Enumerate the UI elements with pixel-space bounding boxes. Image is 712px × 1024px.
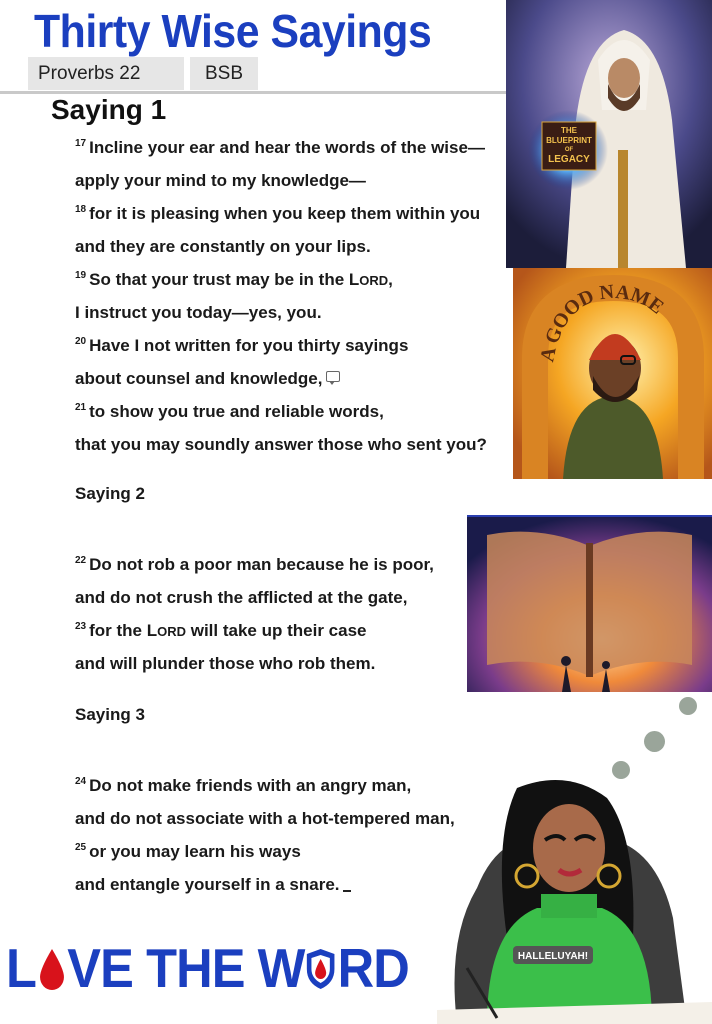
verse-line: $^{23}$ for the LORD will take up their case — [75, 621, 367, 640]
verse-number: 22 — [75, 555, 87, 567]
verse-number: 20 — [75, 336, 87, 348]
verse-number: 18 — [75, 204, 87, 216]
book-title-line: LEGACY — [548, 154, 590, 165]
halleluyah-label: HALLELUYAH! — [517, 951, 589, 962]
page-title: Thirty Wise Sayings — [34, 5, 432, 57]
good-name-image — [513, 268, 712, 479]
verse-line: I instruct you today—yes, you. — [75, 303, 322, 322]
love-the-word-banner — [6, 936, 409, 1000]
verse-line: and they are constantly on your lips. — [75, 237, 371, 256]
verse-line: and entangle yourself in a snare. — [75, 868, 455, 901]
saying-3-text — [75, 769, 455, 901]
verse-line: $^{24}$ Do not make friends with an angry man, — [75, 776, 412, 795]
verse-number: 19 — [75, 270, 87, 282]
banner-text: L — [6, 937, 37, 999]
woman-writing-image — [437, 778, 712, 1024]
verse-line: and will plunder those who rob them. — [75, 654, 376, 673]
verse-line: about counsel and knowledge, — [75, 362, 487, 395]
verse-line: $^{18}$ for it is pleasing when you keep them within you — [75, 204, 481, 223]
verse-line: $^{25}$ or you may learn his ways — [75, 842, 301, 861]
saying-3-heading: Saying 3 — [75, 705, 145, 724]
banner-text: RD — [337, 937, 409, 999]
saying-1-heading: Saying 1 — [51, 94, 167, 125]
saying-2-text — [75, 548, 434, 680]
verse-number: 17 — [75, 138, 87, 150]
verse-line: that you may soundly answer those who sent you? — [75, 435, 487, 454]
verse-number: 25 — [75, 842, 87, 854]
verse-number: 24 — [75, 776, 87, 788]
thought-bubble-dot — [612, 761, 630, 779]
verse-line: apply your mind to my knowledge— — [75, 171, 366, 190]
book-title-line: OF — [564, 147, 574, 153]
verse-number: 21 — [75, 402, 87, 414]
verse-line: $^{20}$ Have I not written for you thirty sayings — [75, 336, 409, 355]
verse-number: 23 — [75, 621, 87, 633]
tab-book[interactable]: Proverbs 22 — [28, 57, 184, 90]
arch-text: A GOOD NAME — [536, 280, 668, 364]
verse-line: $^{22}$ Do not rob a poor man because he is poor, — [75, 555, 434, 574]
book-title-line: BLUEPRINT — [546, 136, 592, 145]
jesus-with-book-image — [506, 0, 712, 268]
text-cursor — [343, 890, 351, 892]
saying-2-heading: Saying 2 — [75, 484, 145, 503]
book-title-line: THE — [561, 126, 577, 135]
blood-drop-icon — [36, 947, 67, 991]
saying-1-text — [75, 131, 487, 461]
thought-bubble-dot — [644, 731, 665, 752]
tab-version[interactable]: BSB — [190, 57, 258, 90]
thought-bubble-dot — [679, 697, 697, 715]
verse-line: $^{19}$ So that your trust may be in the LORD, — [75, 270, 393, 289]
verse-line: and do not crush the afflicted at the gate, — [75, 588, 408, 607]
verse-line: and do not associate with a hot-tempered man, — [75, 809, 455, 828]
verse-line: $^{17}$ Incline your ear and hear the words of the wise— — [75, 138, 485, 157]
footnote-icon[interactable] — [326, 371, 340, 382]
verse-line: $^{21}$ to show you true and reliable words, — [75, 402, 384, 421]
open-bible-image — [467, 515, 712, 692]
shield-icon — [304, 947, 337, 991]
banner-text: VE THE W — [67, 937, 305, 999]
